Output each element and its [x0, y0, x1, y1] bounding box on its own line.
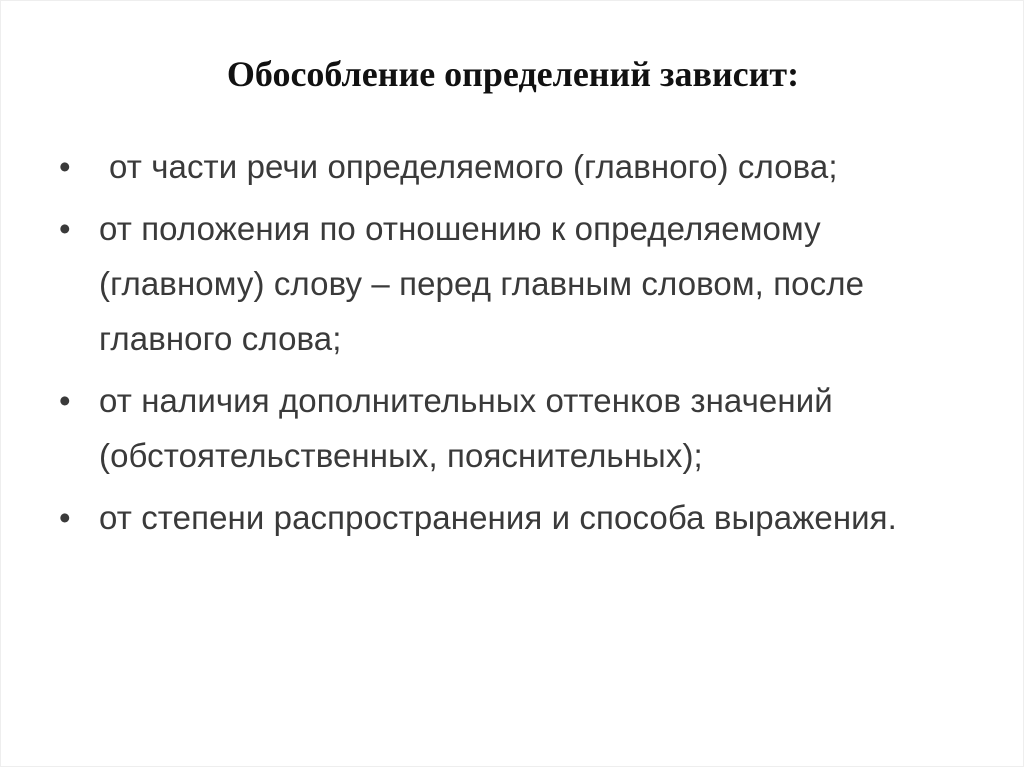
bullet-icon: • [59, 148, 71, 185]
bullet-text: от степени распространения и способа выражения. [99, 499, 897, 536]
bullet-item [59, 490, 979, 545]
bullet-icon: • [59, 210, 71, 247]
bullet-item [59, 201, 979, 366]
bullet-item [59, 139, 979, 194]
bullet-icon: • [59, 382, 71, 419]
bullet-list [59, 139, 979, 552]
bullet-text: от наличия дополнительных оттенков значений (обстоятельственных, пояснительных); [99, 382, 833, 474]
bullet-text: от части речи определяемого (главного) слова; [109, 148, 838, 185]
bullet-text: от положения по отношению к определяемому (главному) слову – перед главным словом, после главного слова; [99, 210, 865, 357]
bullet-icon: • [59, 499, 71, 536]
bullet-item [59, 373, 979, 483]
slide-title: Обособление определений зависит: [226, 54, 800, 94]
